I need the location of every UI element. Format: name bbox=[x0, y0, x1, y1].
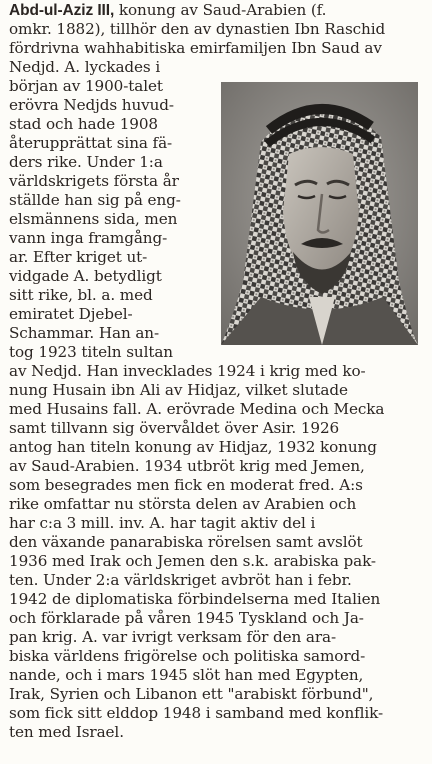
text-line-17: emiratet Djebel- bbox=[9, 305, 133, 323]
text-line-34: pan krig. A. var ivrigt verksam för den ara- bbox=[9, 628, 337, 646]
text-line-14: ar. Efter kriget ut- bbox=[9, 248, 148, 266]
text-line-31: ten. Under 2:a världskriget avbröt han i febr. bbox=[9, 571, 352, 589]
text-line-20: av Nedjd. Han invecklades 1924 i krig med ko- bbox=[9, 362, 366, 380]
text-line-21: nung Husain ibn Ali av Hidjaz, vilket slutade bbox=[9, 381, 348, 399]
text-line-19: tog 1923 titeln sultan bbox=[9, 343, 173, 361]
text-line-36: nande, och i mars 1945 slöt han med Egypten, bbox=[9, 666, 364, 684]
text-line-37: Irak, Syrien och Libanon ett "arabiskt förbund", bbox=[9, 685, 374, 703]
text-line-26: som besegrades men fick en moderat fred. A:s bbox=[9, 476, 363, 494]
text-line-7: stad och hade 1908 bbox=[9, 115, 158, 133]
text-line-10: världskrigets första år bbox=[9, 172, 179, 190]
text-line-16: sitt rike, bl. a. med bbox=[9, 286, 153, 304]
text-line-1 bbox=[9, 1, 326, 20]
text-line-9: ders rike. Under 1:a bbox=[9, 153, 163, 171]
text-line-39: ten med Israel. bbox=[9, 723, 124, 741]
text-line-24: antog han titeln konung av Hidjaz, 1932 konung bbox=[9, 438, 377, 456]
text-line-12: elsmännens sida, men bbox=[9, 210, 178, 228]
first-line-rest: konung av Saud-Arabien (f. bbox=[114, 1, 327, 19]
portrait-photo bbox=[221, 82, 418, 345]
text-line-11: ställde han sig på eng- bbox=[9, 191, 181, 209]
text-line-8: återupprättat sina fä- bbox=[9, 134, 173, 152]
text-line-18: Schammar. Han an- bbox=[9, 324, 160, 342]
text-line-35: biska världens frigörelse och politiska samord- bbox=[9, 647, 366, 665]
text-line-3: fördrivna wahhabitiska emirfamiljen Ibn Saud av bbox=[9, 39, 382, 57]
headword: Abd-ul-Aziz III, bbox=[9, 2, 115, 19]
text-line-22: med Husains fall. A. erövrade Medina och Mecka bbox=[9, 400, 385, 418]
text-line-30: 1936 med Irak och Jemen den s.k. arabiska pak- bbox=[9, 552, 376, 570]
text-line-38: som fick sitt elddop 1948 i samband med konflik- bbox=[9, 704, 384, 722]
text-line-33: och förklarade på våren 1945 Tyskland och Ja- bbox=[9, 609, 364, 627]
text-line-6: erövra Nedjds huvud- bbox=[9, 96, 174, 114]
text-line-2: omkr. 1882), tillhör den av dynastien Ibn Raschid bbox=[9, 20, 386, 38]
text-line-28: har c:a 3 mill. inv. A. har tagit aktiv del i bbox=[9, 514, 316, 532]
text-line-5: början av 1900-talet bbox=[9, 77, 163, 95]
text-line-23: samt tillvann sig övervåldet över Asir. 1926 bbox=[9, 419, 340, 437]
text-line-32: 1942 de diplomatiska förbindelserna med Italien bbox=[9, 590, 381, 608]
text-line-4: Nedjd. A. lyckades i bbox=[9, 58, 161, 76]
text-line-29: den växande panarabiska rörelsen samt avslöt bbox=[9, 533, 363, 551]
text-line-25: av Saud-Arabien. 1934 utbröt krig med Jemen, bbox=[9, 457, 365, 475]
text-line-13: vann inga framgång- bbox=[9, 229, 168, 247]
text-line-27: rike omfattar nu största delen av Arabien och bbox=[9, 495, 357, 513]
text-line-15: vidgade A. betydligt bbox=[9, 267, 162, 285]
